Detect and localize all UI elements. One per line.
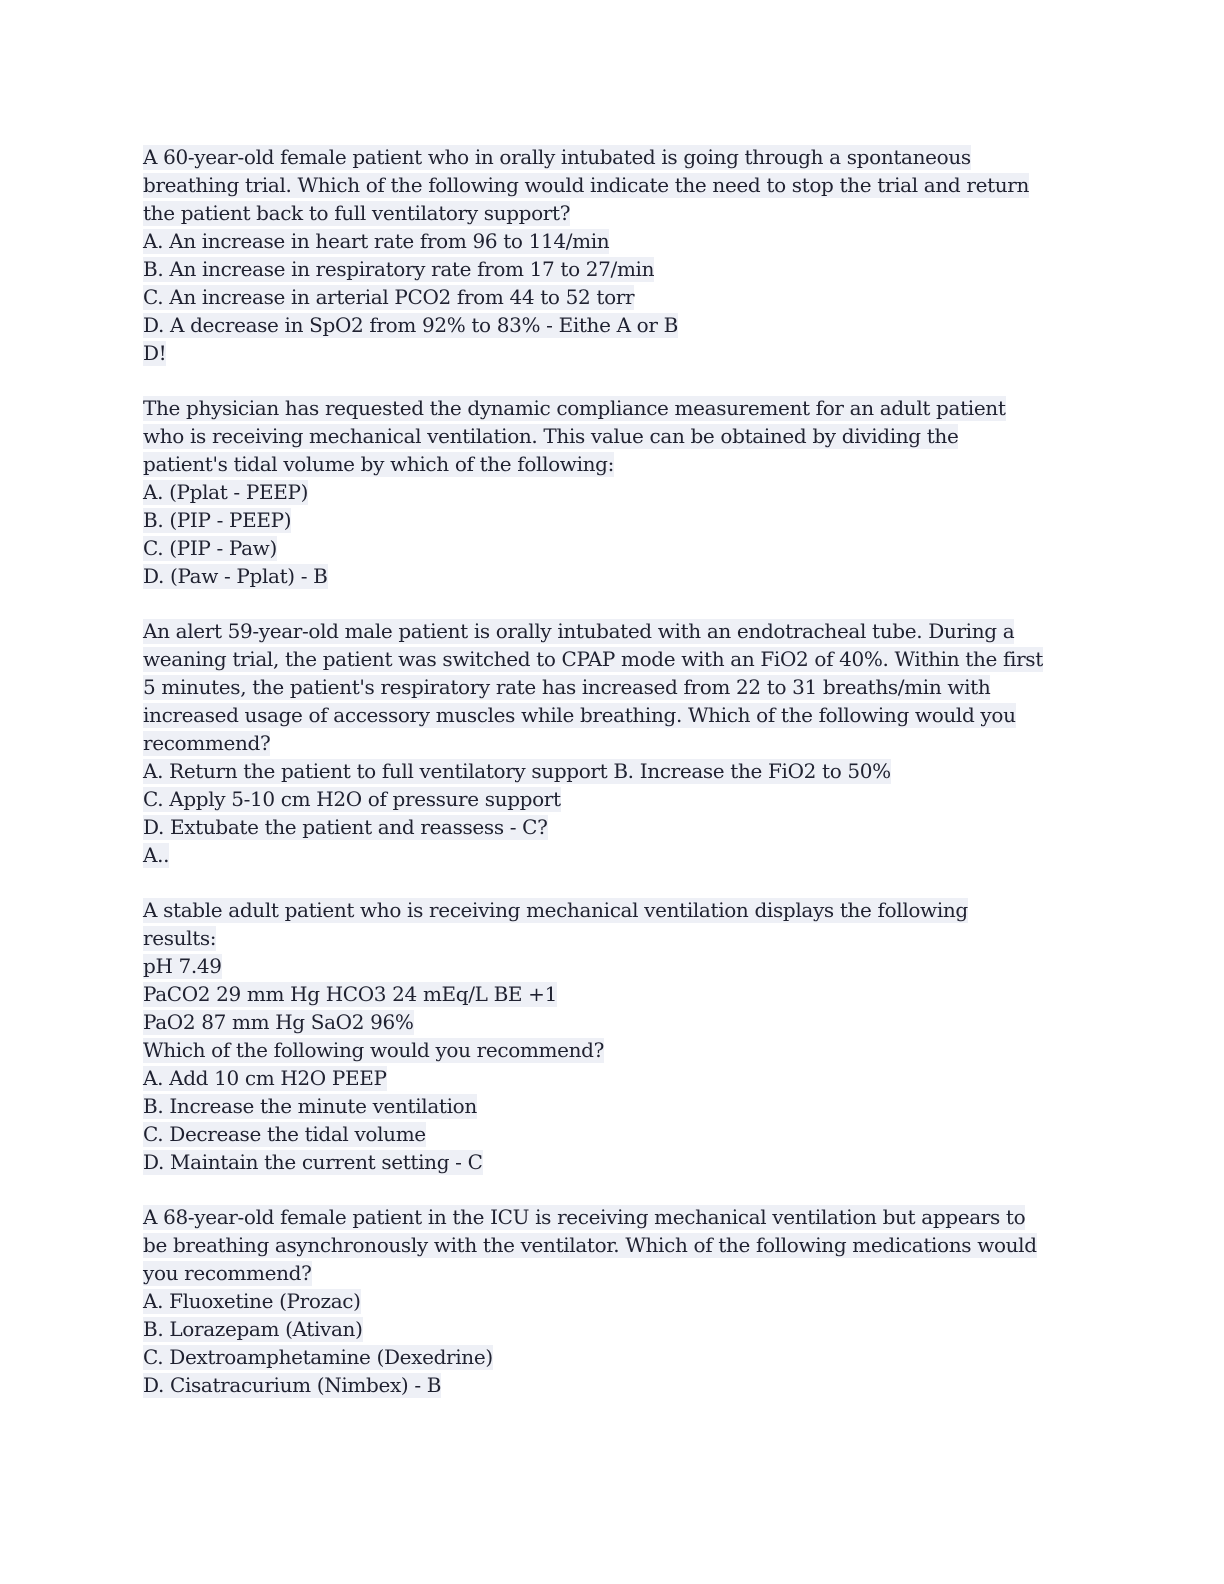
- question-5-line: be breathing asynchronously with the ventilator. Which of the following medications would: [143, 1233, 1037, 1257]
- question-1-line: the patient back to full ventilatory support?: [143, 201, 571, 225]
- question-5-option-b: B. Lorazepam (Ativan): [143, 1317, 363, 1341]
- question-2-line: who is receiving mechanical ventilation. This value can be obtained by dividing the: [143, 424, 959, 448]
- question-5-option-c: C. Dextroamphetamine (Dexedrine): [143, 1345, 493, 1369]
- question-4-option-a: A. Add 10 cm H2O PEEP: [143, 1066, 387, 1090]
- question-2-line: patient's tidal volume by which of the following:: [143, 452, 614, 476]
- question-3-option-c: C. Apply 5-10 cm H2O of pressure support: [143, 787, 561, 811]
- question-3-answer: A..: [143, 843, 170, 867]
- question-4-option-b: B. Increase the minute ventilation: [143, 1094, 477, 1118]
- question-block-3: [143, 617, 1083, 869]
- question-2-option-b: B. (PIP - PEEP): [143, 508, 292, 532]
- question-1-answer: D!: [143, 341, 167, 365]
- document-body: [143, 143, 1083, 1426]
- question-3-option-a-b: A. Return the patient to full ventilatory support B. Increase the FiO2 to 50%: [143, 759, 891, 783]
- question-4-line: results:: [143, 926, 217, 950]
- question-3-line: An alert 59-year-old male patient is orally intubated with an endotracheal tube. During a: [143, 619, 1015, 643]
- question-3-line: recommend?: [143, 731, 271, 755]
- question-4-line: Which of the following would you recommend?: [143, 1038, 604, 1062]
- question-block-1: [143, 143, 1083, 367]
- question-2-option-d: D. (Paw - Pplat) - B: [143, 564, 328, 588]
- question-5-option-d: D. Cisatracurium (Nimbex) - B: [143, 1373, 442, 1397]
- question-4-line: A stable adult patient who is receiving mechanical ventilation displays the following: [143, 898, 968, 922]
- question-1-option-a: A. An increase in heart rate from 96 to 114/min: [143, 229, 610, 253]
- question-4-lab-value: PaCO2 29 mm Hg HCO3 24 mEq/L BE +1: [143, 982, 557, 1006]
- question-4-option-d: D. Maintain the current setting - C: [143, 1150, 483, 1174]
- question-3-option-d: D. Extubate the patient and reassess - C?: [143, 815, 548, 839]
- question-1-option-b: B. An increase in respiratory rate from 17 to 27/min: [143, 257, 655, 281]
- question-5-line: you recommend?: [143, 1261, 312, 1285]
- question-3-line: 5 minutes, the patient's respiratory rate has increased from 22 to 31 breaths/min with: [143, 675, 991, 699]
- question-2-option-a: A. (Pplat - PEEP): [143, 480, 309, 504]
- question-3-line: weaning trial, the patient was switched to CPAP mode with an FiO2 of 40%. Within the first: [143, 647, 1043, 671]
- question-block-4: [143, 896, 1083, 1176]
- question-5-option-a: A. Fluoxetine (Prozac): [143, 1289, 361, 1313]
- question-4-option-c: C. Decrease the tidal volume: [143, 1122, 426, 1146]
- question-2-option-c: C. (PIP - Paw): [143, 536, 277, 560]
- question-3-line: increased usage of accessory muscles while breathing. Which of the following would you: [143, 703, 1016, 727]
- question-5-line: A 68-year-old female patient in the ICU is receiving mechanical ventilation but appears to: [143, 1205, 1026, 1229]
- question-4-lab-value: PaO2 87 mm Hg SaO2 96%: [143, 1010, 414, 1034]
- question-1-option-d: D. A decrease in SpO2 from 92% to 83% - Eithe A or B: [143, 313, 678, 337]
- question-block-5: [143, 1203, 1083, 1399]
- question-1-option-c: C. An increase in arterial PCO2 from 44 to 52 torr: [143, 285, 635, 309]
- question-4-lab-value: pH 7.49: [143, 954, 222, 978]
- question-2-line: The physician has requested the dynamic compliance measurement for an adult patient: [143, 396, 1006, 420]
- question-1-line: breathing trial. Which of the following would indicate the need to stop the trial and return: [143, 173, 1030, 197]
- question-block-2: [143, 394, 1083, 590]
- question-1-line: A 60-year-old female patient who in orally intubated is going through a spontaneous: [143, 145, 971, 169]
